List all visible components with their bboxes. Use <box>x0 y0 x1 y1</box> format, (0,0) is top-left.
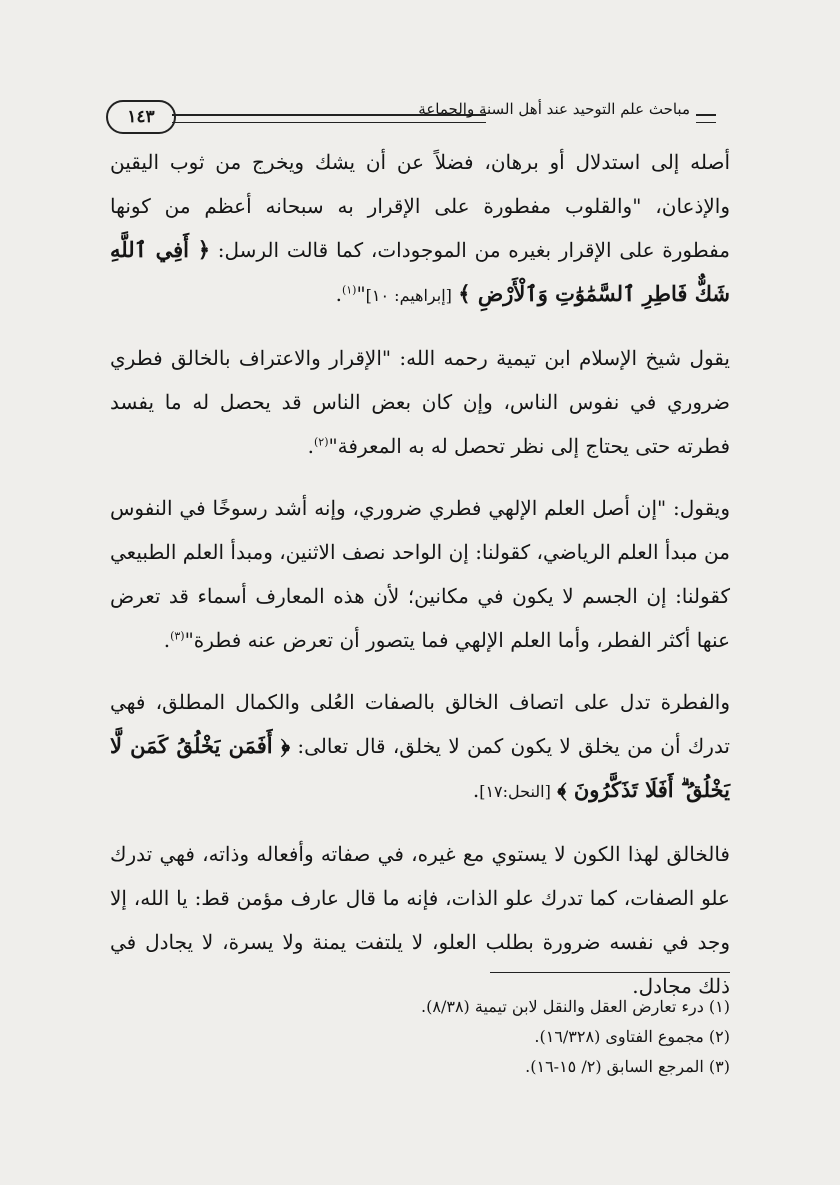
footnote: (١) درء تعارض العقل والنقل لابن تيمية (٨/٣٨). <box>421 997 730 1016</box>
running-title: مباحث علم التوحيد عند أهل السنة والجماعة <box>418 100 690 118</box>
quran-verse: ﴿ أَفَمَن يَخْلُقُ كَمَن لَّا يَخْلُقُ ۗ أَفَلَا تَذَكَّرُونَ ﴾ <box>110 733 730 802</box>
paragraph <box>110 140 730 318</box>
header-rule-right <box>696 114 716 123</box>
period: . <box>163 628 171 652</box>
period: . <box>335 282 342 306</box>
running-header <box>106 96 716 140</box>
main-text <box>110 140 730 1026</box>
paragraph-text: يقول شيخ الإسلام ابن تيمية رحمه الله: "الإقرار والاعتراف بالخالق فطري ضروري في نفوس الناس، وإن كان بعض الناس قد يحصل له ما يفسد فطرته حتى يحتاج إلى نظر تحصل له به المعرفة" <box>110 346 730 458</box>
footnote-marker[interactable]: (٣) <box>170 629 185 643</box>
paragraph <box>110 832 730 1008</box>
verse-reference: [النحل:١٧] <box>479 782 551 801</box>
paragraph <box>110 486 730 662</box>
footnote-separator <box>490 972 730 973</box>
page-number: ١٤٣ <box>106 100 176 134</box>
quran-verse: ﴿ أَفِي ٱللَّهِ شَكٌّ فَاطِرِ ٱلسَّمَٰوَٰتِ وَٱلْأَرْضِ ﴾ <box>110 237 730 306</box>
paragraph-text: والفطرة تدل على اتصاف الخالق بالصفات العُلى والكمال المطلق، فهي تدرك أن من يخلق لا يكون كمن لا يخلق، قال تعالى: <box>110 690 731 758</box>
footnote-marker[interactable]: (١) <box>341 283 357 297</box>
footnote-marker[interactable]: (٢) <box>313 435 329 449</box>
footnote: (٢) مجموع الفتاوى (١٦/٣٢٨). <box>534 1027 730 1046</box>
period: . <box>632 974 639 998</box>
paragraph-text: ويقول: "إن أصل العلم الإلهي فطري ضروري، وإنه أشد رسوخًا في النفوس من مبدأ العلم الرياضي، كقولنا: إن الواحد نصف الاثنين، ومبدأ العلم الطبيعي كقولنا: إن الجسم لا يكون في مكانين؛ لأن هذه المعارف أسماء قد تعرض عنها أكثر الفطر، وأما العلم الإلهي فما يتصور أن تعرض عنه فطرة" <box>110 496 730 652</box>
period: . <box>307 434 314 458</box>
paragraph-text: فالخالق لهذا الكون لا يستوي مع غيره، في صفاته وأفعاله وذاته، فهي تدرك علو الصفات، كما تدرك علو الذات، فإنه ما قال عارف مؤمن قط: يا الله، إلا وجد في نفسه ضرورة بطلب العلو، لا يلتفت يمنة ولا يسرة، لا يجادل في ذلك مجادل <box>110 842 730 998</box>
paragraph <box>110 680 730 814</box>
verse-reference: [إبراهيم: ١٠] <box>365 286 452 305</box>
paragraph-text: أصله إلى استدلال أو برهان، فضلاً عن أن يشك ويخرج من ثوب اليقين والإذعان، "والقلوب مفطورة على الإقرار به سبحانه أعظم من كونها مفطورة على الإقرار بغيره من الموجودات، كما قالت الرسل: <box>110 150 731 262</box>
quote-close: " <box>356 282 366 306</box>
footnotes <box>110 992 730 1082</box>
period: . <box>472 778 480 802</box>
paragraph <box>110 336 730 468</box>
footnote: (٣) المرجع السابق (٢/ ١٥-١٦). <box>525 1057 730 1076</box>
